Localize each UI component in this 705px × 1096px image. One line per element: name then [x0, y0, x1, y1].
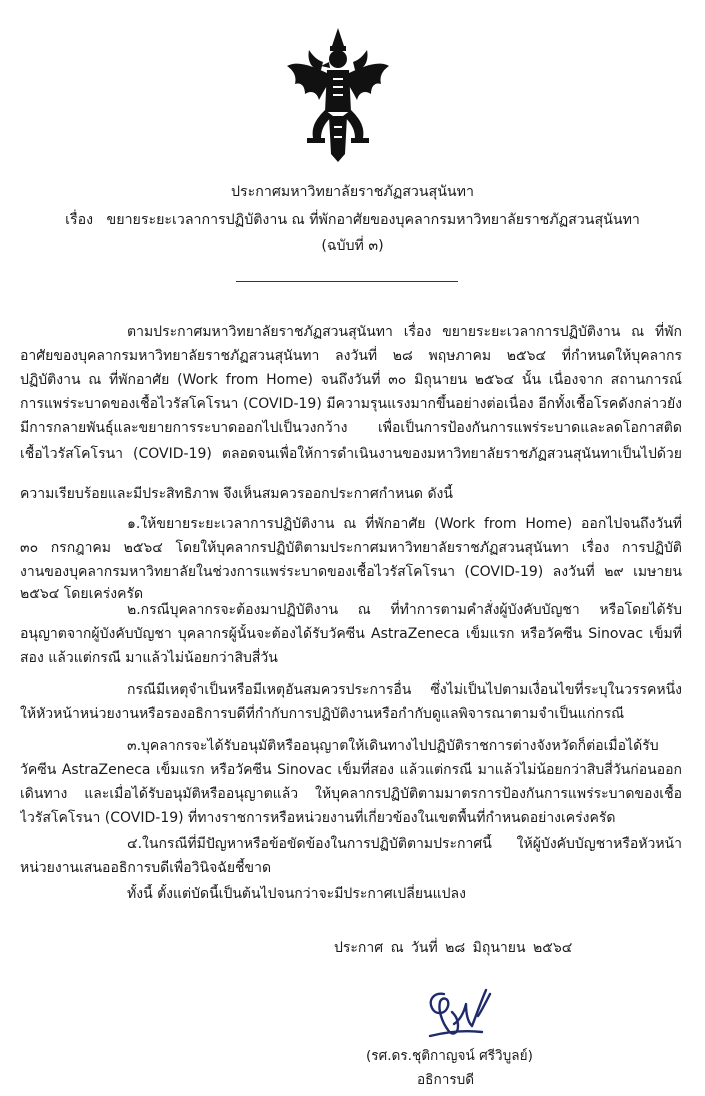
- issuer-title: ประกาศมหาวิทยาลัยราชภัฏสวนสุนันทา: [231, 184, 474, 200]
- intro-line: ปฏิบัติงาน ณ ที่พักอาศัย (Work from Home) จนถึงวันที่ ๓๐ มิถุนายน ๒๕๖๔ นั้น เนื่องจาก สถานการณ์: [20, 372, 682, 388]
- intro-line: มีการกลายพันธุ์และขยายการระบาดออกไปเป็นวงกว้าง เพื่อเป็นการป้องกันการแพร่ระบาดและลดโอกาสติด: [20, 420, 682, 436]
- intro-line: การแพร่ระบาดของเชื้อไวรัสโคโรนา (COVID-19) มีความรุนแรงมากขึ้นอย่างต่อเนื่อง อีกทั้งเชื้อโรคดังกล่าวยัง: [20, 396, 682, 412]
- intro-line: ตามประกาศมหาวิทยาลัยราชภัฏสวนสุนันทา เรื่อง ขยายระยะเวลาการปฏิบัติงาน ณ ที่พัก: [127, 324, 682, 340]
- signer-position: อธิการบดี: [417, 1072, 475, 1088]
- item-2-line: ๒.กรณีบุคลากรจะต้องมาปฏิบัติงาน ณ ที่ทำการตามคำสั่งผู้บังคับบัญชา หรือโดยได้รับ: [127, 602, 682, 618]
- item-2-note-line: ให้หัวหน้าหน่วยงานหรือรองอธิการบดีที่กำกับการปฏิบัติงานหรือกำกับดูแลพิจารณาตามจำเป็นแก่กรณี: [20, 706, 625, 722]
- announcement-subject: เรื่อง ขยายระยะเวลาการปฏิบัติงาน ณ ที่พักอาศัยของบุคลากรมหาวิทยาลัยราชภัฏสวนสุนันทา: [65, 212, 640, 228]
- item-3-line: วัคซีน AstraZeneca เข็มแรก หรือวัคซีน Sinovac เข็มที่สอง แล้วแต่กรณี มาแล้วไม่น้อยกว่าสิบสี่วันก่อนออก: [20, 762, 682, 778]
- item-2-line: อนุญาตจากผู้บังคับบัญชา บุคลากรผู้นั้นจะต้องได้รับวัคซีน AstraZeneca เข็มแรก หรือวัคซีน Sinovac เข็มที่: [20, 626, 682, 642]
- announcement-date: ประกาศ ณ วันที่ ๒๘ มิถุนายน ๒๕๖๔: [334, 940, 573, 956]
- edition-label: (ฉบับที่ ๓): [321, 238, 384, 254]
- item-1-line: ๓๐ กรกฎาคม ๒๕๖๔ โดยให้บุคลากรปฏิบัติตามประกาศมหาวิทยาลัยราชภัฏสวนสุนันทา เรื่อง การปฏิบัติ: [20, 540, 682, 556]
- intro-line: ความเรียบร้อยและมีประสิทธิภาพ จึงเห็นสมควรออกประกาศกำหนด ดังนี้: [20, 486, 453, 502]
- item-1-line: ๒๕๖๔ โดยเคร่งครัด: [20, 586, 144, 602]
- item-3-line: ๓.บุคลากรจะได้รับอนุมัติหรืออนุญาตให้เดินทางไปปฏิบัติราชการต่างจังหวัดก็ต่อเมื่อได้รับ: [127, 738, 659, 754]
- item-4-line: ๔.ในกรณีที่มีปัญหาหรือข้อขัดข้องในการปฏิบัติตามประกาศนี้ ให้ผู้บังคับบัญชาหรือหัวหน้า: [127, 836, 682, 852]
- item-2-note-line: กรณีมีเหตุจำเป็นหรือมีเหตุอันสมควรประการอื่น ซึ่งไม่เป็นไปตามเงื่อนไขที่ระบุในวรรคหนึ่ง: [127, 682, 682, 698]
- handwritten-signature-icon: [420, 976, 500, 1048]
- item-4-line: หน่วยงานเสนออธิการบดีเพื่อวินิจฉัยชี้ขาด: [20, 860, 272, 876]
- item-3-line: ไวรัสโคโรนา (COVID-19) ที่ทางราชการหรือหน่วยงานที่เกี่ยวข้องในเขตพื้นที่กำหนดอย่างเคร่งครัด: [20, 810, 616, 826]
- item-3-line: เดินทาง และเมื่อได้รับอนุมัติหรืออนุญาตแล้ว ให้บุคลากรปฏิบัติตามมาตรการป้องกันการแพร่ระบาดของเชื้อ: [20, 786, 682, 802]
- item-1-line: งานของบุคลากรมหาวิทยาลัยในช่วงการแพร่ระบาดของเชื้อไวรัสโคโรนา (COVID-19) ลงวันที่ ๒๙ เมษายน: [20, 564, 682, 580]
- item-2-line: สอง แล้วแต่กรณี มาแล้วไม่น้อยกว่าสิบสี่วัน: [20, 650, 278, 666]
- effective-statement: ทั้งนี้ ตั้งแต่บัดนี้เป็นต้นไปจนกว่าจะมีประกาศเปลี่ยนแปลง: [127, 886, 466, 902]
- title-divider: [236, 281, 458, 282]
- intro-line: เชื้อไวรัสโคโรนา (COVID-19) ตลอดจนเพื่อให้การดำเนินงานของมหาวิทยาลัยราชภัฏสวนสุนันทาเป็นไปด้วย: [20, 446, 682, 462]
- item-1-line: ๑.ให้ขยายระยะเวลาการปฏิบัติงาน ณ ที่พักอาศัย (Work from Home) ออกไปจนถึงวันที่: [127, 516, 682, 532]
- signer-name: (รศ.ดร.ชุติกาญจน์ ศรีวิบูลย์): [366, 1048, 533, 1064]
- garuda-emblem-icon: [283, 26, 393, 164]
- intro-line: อาศัยของบุคลากรมหาวิทยาลัยราชภัฏสวนสุนันทา ลงวันที่ ๒๘ พฤษภาคม ๒๕๖๔ ที่กำหนดให้บุคลากร: [20, 348, 682, 364]
